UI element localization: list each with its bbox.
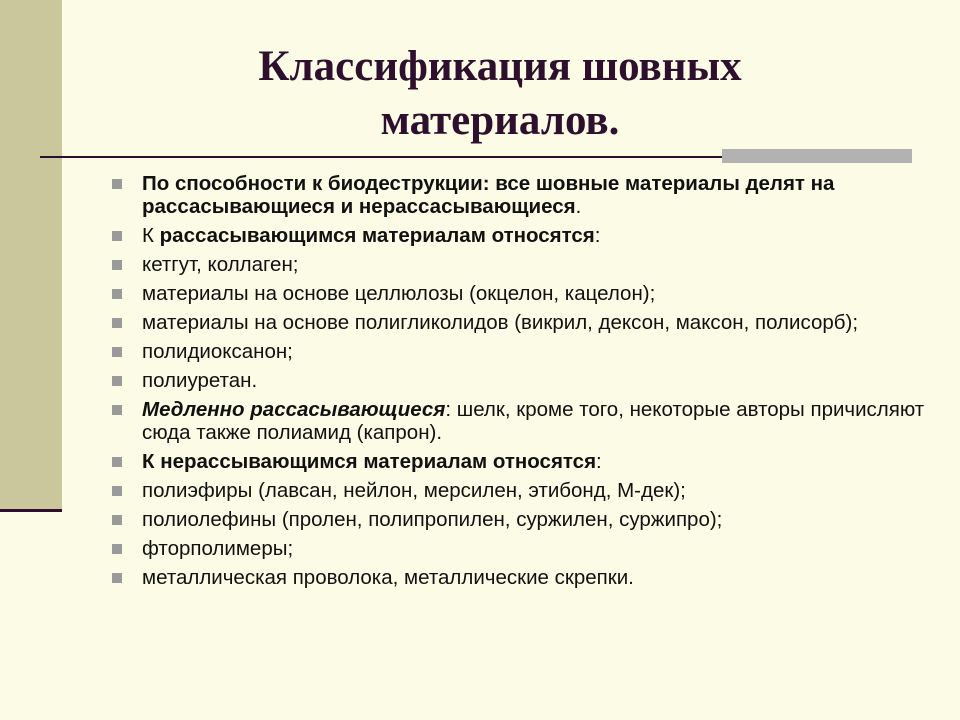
item-text: полиолефины (пролен, полипропилен, суржилен, суржипро);: [142, 508, 723, 531]
list-item: [108, 537, 938, 560]
list-item: [108, 398, 938, 444]
bullet-square-icon: [112, 260, 122, 270]
list-item: [108, 479, 938, 502]
item-text-bold: К нерассывающимся материалам относятся: [142, 450, 597, 473]
list-item: [108, 172, 938, 218]
list-item: [108, 369, 938, 392]
list-item: [108, 340, 938, 363]
item-text: :: [596, 450, 602, 473]
side-rule: [0, 509, 62, 512]
title-accent-bar: [722, 149, 912, 163]
bullet-square-icon: [112, 544, 122, 554]
title-line-1: Классификация шовных: [258, 43, 742, 90]
bullet-square-icon: [112, 231, 122, 241]
side-bar: [0, 0, 62, 512]
item-text: : шелк, кроме того, некоторые авторы причисляют сюда также полиамид (капрон).: [142, 398, 925, 444]
bullet-square-icon: [112, 515, 122, 525]
bullet-square-icon: [112, 347, 122, 357]
bullet-square-icon: [112, 405, 122, 415]
list-item: [108, 566, 938, 589]
bullet-square-icon: [112, 289, 122, 299]
item-text: материалы на основе целлюлозы (окцелон, кацелон);: [142, 282, 656, 305]
title-line-2: материалов.: [380, 97, 620, 144]
bullet-list: [108, 172, 938, 595]
bullet-square-icon: [112, 486, 122, 496]
list-item: [108, 311, 938, 334]
item-text: кетгут, коллаген;: [142, 253, 299, 276]
item-text-bold-italic: Медленно рассасывающиеся: [142, 398, 446, 421]
list-item: [108, 282, 938, 305]
item-text: металлическая проволока, металлические скрепки.: [142, 566, 634, 589]
item-text-bold: рассасывающимся материалам относятся: [159, 224, 595, 247]
item-text: .: [575, 195, 582, 218]
item-text: фторполимеры;: [142, 537, 294, 560]
bullet-square-icon: [112, 318, 122, 328]
list-item: [108, 450, 938, 473]
item-text: К: [142, 224, 160, 247]
item-text-bold: По способности к биодеструкции: все шовные материалы делят на рассасывающиеся и нерассасывающиеся: [142, 172, 835, 218]
list-item: [108, 224, 938, 247]
bullet-square-icon: [112, 179, 122, 189]
list-item: [108, 253, 938, 276]
slide-title: [200, 40, 800, 148]
item-text: :: [594, 224, 601, 247]
item-text: полиэфиры (лавсан, нейлон, мерсилен, этибонд, М-дек);: [142, 479, 686, 502]
item-text: материалы на основе полигликолидов (викрил, дексон, максон, полисорб);: [142, 311, 859, 334]
list-item: [108, 508, 938, 531]
item-text: полиуретан.: [142, 369, 258, 392]
item-text: полидиоксанон;: [142, 340, 293, 363]
bullet-square-icon: [112, 376, 122, 386]
bullet-square-icon: [112, 573, 122, 583]
bullet-square-icon: [112, 457, 122, 467]
